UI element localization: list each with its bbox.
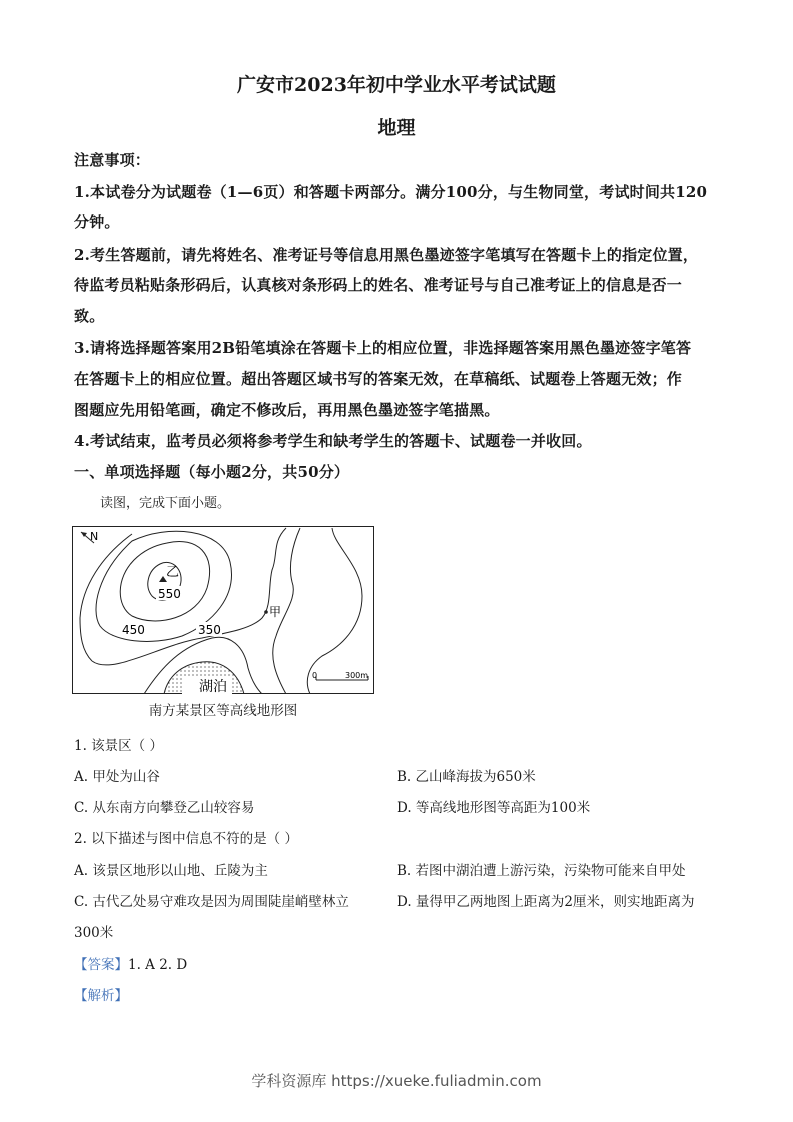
scale-zero: 0 (312, 671, 318, 680)
q1-option-c: C. 从东南方向攀登乙山较容易 (74, 800, 255, 816)
contour-map (72, 526, 374, 694)
intro-text: 读图，完成下面小题。 (100, 496, 231, 511)
contour-label-350: 350 (198, 623, 221, 637)
analysis-tag: 【解析】 (74, 988, 128, 1004)
notice-line-8: 图题应先用铅笔画，确定不修改后，再用黑色墨迹签字笔描黑。 (74, 401, 500, 419)
point-label: 甲 (269, 605, 282, 619)
notice-line-1: 1.本试卷分为试题卷（1—6页）和答题卡两部分。满分100分，与生物同堂，考试时间共120 (74, 183, 708, 201)
contour-label-550: 550 (158, 587, 181, 601)
q1-option-d: D. 等高线地形图等高距为100米 (397, 800, 591, 816)
q2-option-b: B. 若图中湖泊遭上游污染，污染物可能来自甲处 (397, 863, 686, 879)
section-title: 一、单项选择题（每小题2分，共50分） (74, 463, 350, 481)
contour-label-450: 450 (122, 623, 145, 637)
q2-option-c: C. 古代乙处易守难攻是因为周围陡崖峭壁林立 (74, 894, 349, 910)
q2-option-d-continued: 300米 (74, 925, 114, 941)
answer-tag: 【答案】 (74, 957, 128, 973)
notice-line-6: 3.请将选择题答案用2B铅笔填涂在答题卡上的相应位置，非选择题答案用黑色墨迹签字笔答 (74, 339, 692, 357)
footer-watermark: 学科资源库 https://xueke.fuliadmin.com (251, 1072, 542, 1090)
notice-line-2: 分钟。 (74, 213, 120, 231)
subject-title: 地理 (377, 117, 416, 139)
answer-line (74, 953, 187, 973)
q2-option-d: D. 量得甲乙两地图上距离为2厘米，则实地距离为 (397, 894, 695, 910)
lake-label: 湖泊 (199, 679, 227, 694)
peak-label: 乙 (166, 565, 180, 580)
notice-line-3: 2.考生答题前，请先将姓名、准考证号等信息用黑色墨迹签字笔填写在答题卡上的指定位置， (74, 246, 699, 264)
q1-option-b: B. 乙山峰海拔为650米 (397, 769, 536, 785)
notice-line-5: 致。 (74, 307, 105, 325)
exam-title: 广安市2023年初中学业水平考试试题 (237, 74, 556, 96)
map-caption: 南方某景区等高线地形图 (148, 703, 298, 719)
scale-distance: 300m (345, 671, 369, 680)
notice-line-4: 待监考员粘贴条形码后，认真核对条形码上的姓名、准考证号与自己准考证上的信息是否一 (74, 276, 683, 294)
q2-option-a: A. 该景区地形以山地、丘陵为主 (74, 863, 268, 879)
q1-option-a: A. 甲处为山谷 (74, 769, 160, 785)
notice-heading: 注意事项： (74, 151, 151, 169)
notice-line-9: 4.考试结束，监考员必须将参考学生和缺考学生的答题卡、试题卷一并收回。 (74, 432, 592, 450)
q1-stem: 1. 该景区（ ） (74, 738, 163, 754)
notice-line-7: 在答题卡上的相应位置。超出答题区域书写的答案无效，在草稿纸、试题卷上答题无效；作 (74, 370, 683, 388)
north-label: N (90, 530, 99, 543)
answer-text: 1. A 2. D (128, 957, 188, 973)
q2-stem: 2. 以下描述与图中信息不符的是（ ） (74, 831, 298, 847)
point-marker-icon (264, 610, 268, 614)
